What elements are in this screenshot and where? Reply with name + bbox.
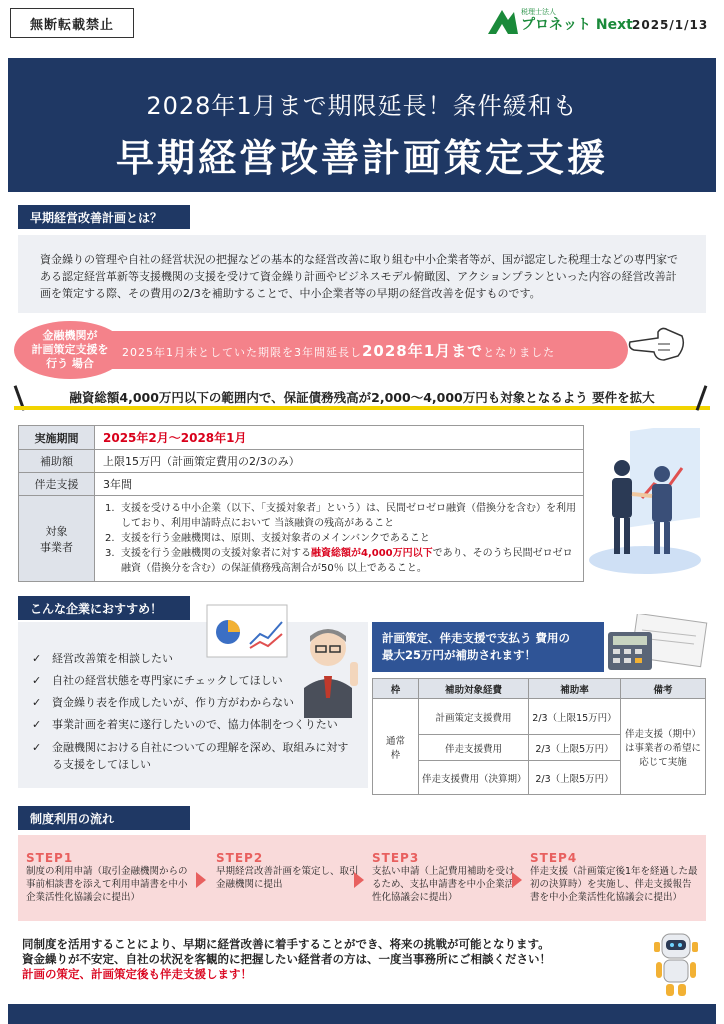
banner-circle-line3: 行う 場合 bbox=[46, 357, 94, 370]
robot-mascot-icon bbox=[648, 932, 704, 998]
step-title: STEP3 bbox=[372, 851, 420, 865]
subsidy-headline-line2: 最大25万円が補助されます！ bbox=[382, 648, 537, 662]
recommend-list bbox=[32, 648, 352, 773]
rate-cell: 2/3（上限15万円） bbox=[529, 699, 621, 735]
list-item bbox=[32, 692, 352, 714]
closing-line3: 計画の策定、計画策定後も伴走支援します！ bbox=[22, 967, 252, 981]
support-label: 伴走支援 bbox=[19, 473, 95, 496]
step-1 bbox=[26, 851, 190, 904]
recommend-item-text: 資金繰り表を作成したいが、作り方がわからない bbox=[52, 696, 294, 709]
recommend-item-text: 事業計画を着実に遂行したいので、協力体制をつくりたい bbox=[52, 718, 338, 731]
target-label-line1: 対象 bbox=[45, 524, 68, 538]
check-icon: ✓ bbox=[32, 696, 42, 709]
header-frame: 枠 bbox=[373, 679, 419, 699]
expense-cell: 伴走支援費用 bbox=[419, 735, 529, 761]
item-number: 2. bbox=[105, 533, 115, 544]
target-criteria-list bbox=[99, 501, 579, 576]
item-text: 支援を行う金融機関は、原則、支援対象者のメインバンクであること bbox=[121, 533, 430, 544]
table-header-row bbox=[373, 679, 706, 699]
list-item bbox=[32, 648, 352, 670]
rate-cell: 2/3（上限5万円） bbox=[529, 735, 621, 761]
rate-cell: 2/3（上限5万円） bbox=[529, 761, 621, 795]
check-icon: ✓ bbox=[32, 718, 42, 731]
target-criteria bbox=[95, 496, 584, 582]
arrow-right-icon bbox=[354, 872, 364, 888]
step-text: 早期経営改善計画を策定し、取引金融機関に提出 bbox=[216, 866, 359, 890]
check-icon: ✓ bbox=[32, 674, 42, 687]
recommend-item-text: 金融機関における自社についての理解を深め、取組みに対する支援をしてほしい bbox=[52, 741, 349, 771]
step-text: 支払い申請（上記費用補助を受けるため、支払申請書を中小企業活性化協議会に提出） bbox=[372, 866, 515, 903]
frame-value: 通常枠 bbox=[385, 735, 405, 761]
closing-line2: 資金繰りが不安定、自社の状況を客観的に把握したい経営者の方は、一度当事務所にご相談ください！ bbox=[22, 952, 551, 966]
target-label bbox=[19, 496, 95, 582]
list-item bbox=[32, 714, 352, 736]
table-row bbox=[19, 473, 584, 496]
item-number: 1. bbox=[105, 503, 115, 514]
arrow-right-icon bbox=[512, 872, 522, 888]
list-item bbox=[99, 531, 579, 546]
recommend-heading: こんな企業におすすめ！ bbox=[18, 596, 190, 620]
item-number: 3. bbox=[105, 548, 115, 559]
arrow-right-icon bbox=[196, 872, 206, 888]
no-reproduction-badge: 無断転載禁止 bbox=[10, 8, 134, 38]
table-row bbox=[19, 450, 584, 473]
footer-bar bbox=[8, 1004, 716, 1024]
banner-circle-line2: 計画策定支援を bbox=[31, 343, 109, 356]
recommend-item-text: 経営改善策を相談したい bbox=[52, 652, 173, 665]
logo-name: プロネット Next bbox=[521, 17, 633, 33]
pointing-hand-icon bbox=[628, 322, 686, 366]
banner-circle bbox=[14, 321, 126, 379]
header-expense: 補助対象経費 bbox=[419, 679, 529, 699]
list-item bbox=[99, 546, 579, 576]
header-note: 備考 bbox=[621, 679, 706, 699]
amount-value: 上限15万円（計画策定費用の2/3のみ） bbox=[95, 450, 584, 473]
step-3 bbox=[372, 851, 520, 904]
item-text-pre: 支援を行う金融機関の支援対象者に対する bbox=[121, 548, 311, 559]
subsidy-headline bbox=[372, 622, 604, 672]
banner-text-post: となりました bbox=[483, 346, 556, 359]
note-cell: 伴走支援（期中）は事業者の希望に応じて実施 bbox=[621, 699, 706, 795]
list-item bbox=[32, 739, 352, 773]
step-title: STEP2 bbox=[216, 851, 264, 865]
list-item bbox=[99, 501, 579, 531]
item-text bbox=[121, 546, 579, 576]
period-value: 2025年2月～2028年1月 bbox=[95, 426, 584, 450]
intro-heading: 早期経営改善計画とは？ bbox=[18, 205, 190, 229]
hero-title: 早期経営改善計画策定支援 bbox=[115, 136, 608, 180]
expense-cell: 計画策定支援費用 bbox=[419, 699, 529, 735]
banner-circle-line1: 金融機関が bbox=[42, 329, 98, 342]
range-expansion-text: 融資総額4,000万円以下の範囲内で、保証債務残高が2,000～4,000万円も対象となるよう 要件を拡大 bbox=[14, 388, 710, 410]
step-title: STEP1 bbox=[26, 851, 74, 865]
document-date: 2025/1/13 bbox=[632, 18, 709, 32]
closing-line1: 同制度を活用することにより、早期に経営改善に着手することができ、将来の挑戦が可能となります。 bbox=[22, 937, 550, 951]
step-text: 伴走支援（計画策定後1年を経過した最初の決算時）を実施し、伴走支援報告書を中小企業活性化協議会に提出） bbox=[530, 866, 698, 903]
period-label: 実施期間 bbox=[19, 426, 95, 450]
program-info-table bbox=[18, 425, 584, 582]
banner-text-bold: 2028年1月まで bbox=[362, 342, 484, 360]
support-value: 3年間 bbox=[95, 473, 584, 496]
banner-text bbox=[122, 340, 555, 361]
logo-icon bbox=[488, 6, 518, 34]
item-text: 支援を受ける中小企業（以下、「支援対象者」という）は、民間ゼロゼロ融資（借換分を含む）を利用しており、利用申請時点において 当該融資の残高があること bbox=[121, 503, 576, 529]
step-4 bbox=[530, 851, 700, 904]
closing-message bbox=[22, 937, 551, 982]
hero-subtitle: 2028年1月まで期限延長！条件緩和も bbox=[146, 92, 578, 120]
check-icon: ✓ bbox=[32, 652, 42, 665]
target-label-line2: 事業者 bbox=[40, 540, 73, 554]
step-title: STEP4 bbox=[530, 851, 578, 865]
flow-heading: 制度利用の流れ bbox=[18, 806, 190, 830]
table-row bbox=[19, 496, 584, 582]
expense-cell: 伴走支援費用（決算期） bbox=[419, 761, 529, 795]
table-row bbox=[373, 699, 706, 735]
step-2 bbox=[216, 851, 364, 891]
recommend-item-text: 自社の経営状態を専門家にチェックしてほしい bbox=[52, 674, 283, 687]
banner-text-pre: 2025年1月末としていた期限を3年間延長し bbox=[122, 346, 362, 359]
item-text-red: 融資総額が4,000万円以下 bbox=[311, 548, 433, 559]
amount-label: 補助額 bbox=[19, 450, 95, 473]
item-text-post: であり、そのうち民間ゼロゼロ融資（借換分を含む）の保証債務残高割合が50％ 以上であること。 bbox=[121, 548, 573, 574]
hero-banner bbox=[8, 58, 716, 192]
check-icon: ✓ bbox=[32, 741, 42, 754]
logo-subtitle: 税理士法人 bbox=[521, 8, 556, 16]
header-rate: 補助率 bbox=[529, 679, 621, 699]
subsidy-headline-line1: 計画策定、伴走支援で支払う 費用の bbox=[382, 631, 571, 645]
calculator-documents-icon bbox=[604, 614, 708, 674]
business-handshake-illustration bbox=[582, 428, 708, 578]
step-text: 制度の利用申請（取引金融機関からの事前相談書を添えて利用申請書を中小企業活性化協議会に提出） bbox=[26, 866, 188, 903]
subsidy-cost-table bbox=[372, 678, 706, 795]
company-logo bbox=[488, 6, 633, 34]
intro-text: 資金繰りの管理や自社の経営状況の把握などの基本的な経営改善に取り組む中小企業者等が、国が認定した税理士などの専門家である認定経営革新等支援機関の支援を受けて資金繰り計画やビジネスモデル俯瞰図、アクションプランといった内容の経営改善計画を策定する際、その費用の2/3を補助することで、中小企業者等の早期の経営改善を促すものです。 bbox=[18, 235, 706, 313]
list-item bbox=[32, 670, 352, 692]
table-row bbox=[19, 426, 584, 450]
frame-cell bbox=[373, 699, 419, 795]
